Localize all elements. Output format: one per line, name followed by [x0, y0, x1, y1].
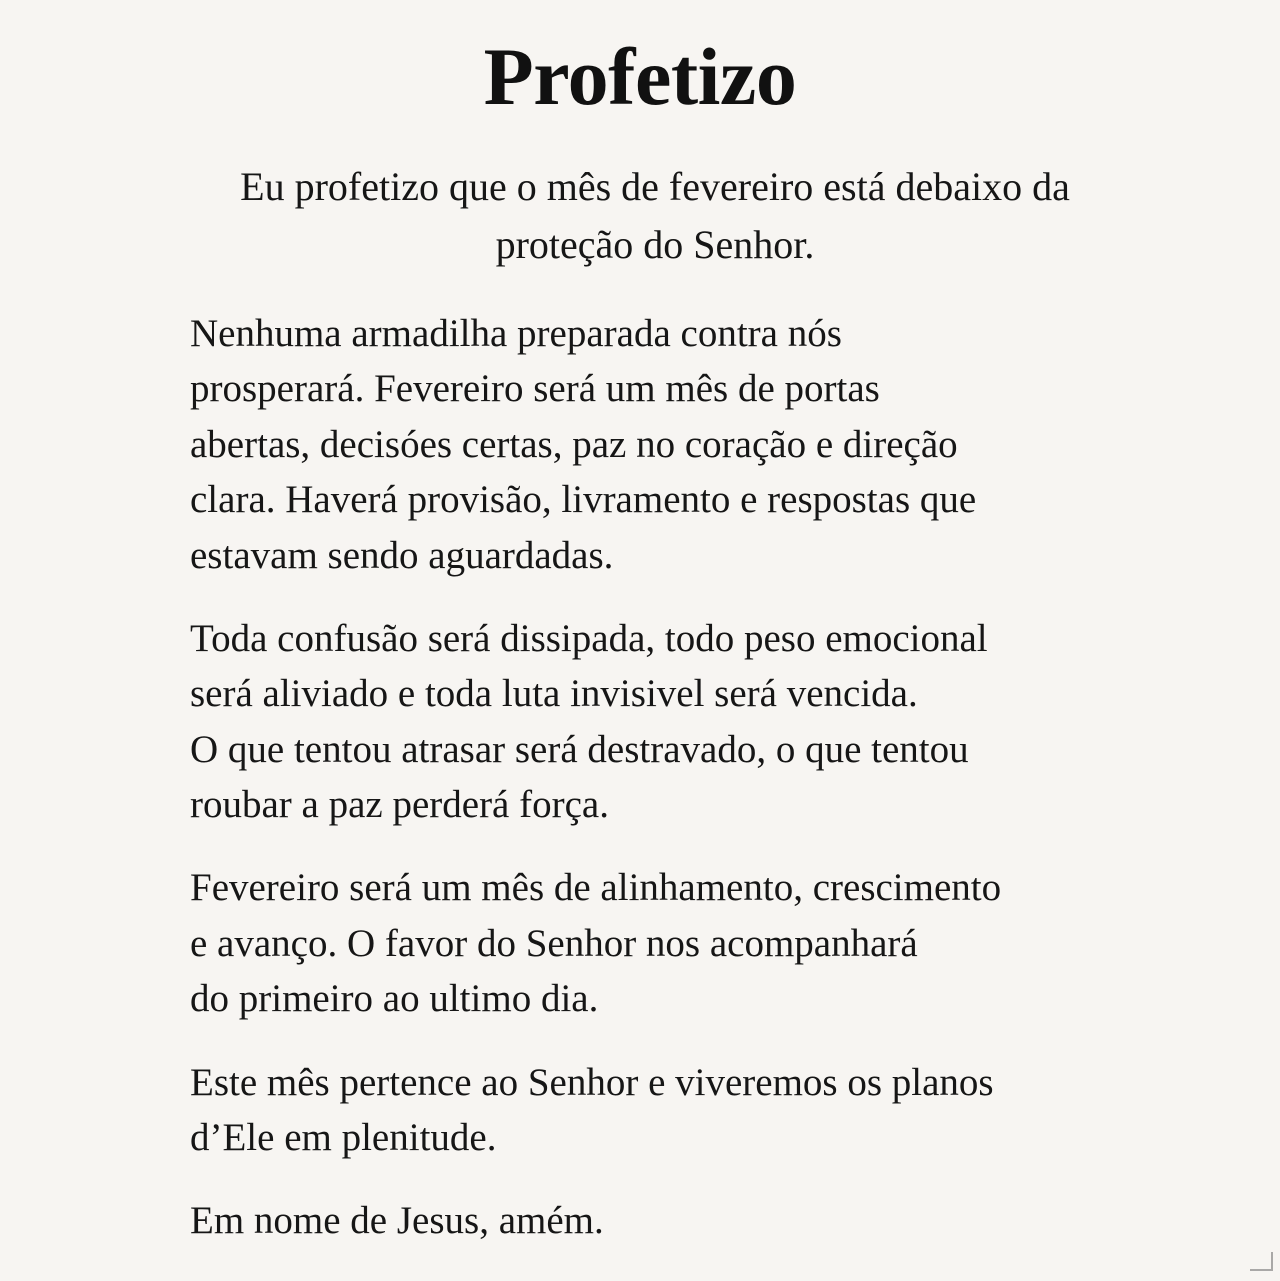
paragraph-line: Este mês pertence ao Senhor e viveremos os planos	[190, 1060, 994, 1104]
paragraph-line: clara. Haverá provisão, livramento e respostas que	[190, 478, 977, 522]
paragraph-alinhamento	[190, 860, 1130, 1026]
paragraph-amem	[190, 1193, 1130, 1248]
paragraph-line: abertas, decisóes certas, paz no coração e direção	[190, 422, 958, 466]
paragraph-line: prosperará. Fevereiro será um mês de portas	[190, 367, 880, 411]
paragraph-line: do primeiro ao ultimo dia.	[190, 977, 599, 1021]
paragraph-line: Nenhuma armadilha preparada contra nós	[190, 312, 842, 356]
page-title: Profetizo	[483, 31, 797, 122]
paragraph-line: e avanço. O favor do Senhor nos acompanhará	[190, 921, 918, 965]
paragraph-line: O que tentou atrasar será destravado, o que tentou	[190, 727, 969, 771]
paragraph-line: estavam sendo aguardadas.	[190, 533, 614, 577]
paragraph-line: Toda confusão será dissipada, todo peso emocional	[190, 616, 988, 660]
paragraph-confusao	[190, 611, 1130, 833]
paragraph-line: Fevereiro será um mês de alinhamento, crescimento	[190, 866, 1002, 910]
paragraph-line: d’Ele em plenitude.	[190, 1115, 497, 1159]
paragraph-armadilha	[190, 306, 1130, 583]
paragraph-line: Em nome de Jesus, amém.	[190, 1199, 604, 1243]
paragraph-line: roubar a paz perderá força.	[190, 783, 609, 827]
paragraph-pertence	[190, 1055, 1130, 1166]
paragraph-line: será aliviado e toda luta invisivel será vencida.	[190, 672, 918, 716]
lead-line: debaixo da proteção do Senhor.	[495, 164, 1070, 268]
corner-marker-icon	[1248, 1250, 1274, 1276]
lead-line: Eu profetizo que o mês de fevereiro está	[240, 164, 886, 210]
lead-paragraph	[190, 158, 1130, 274]
